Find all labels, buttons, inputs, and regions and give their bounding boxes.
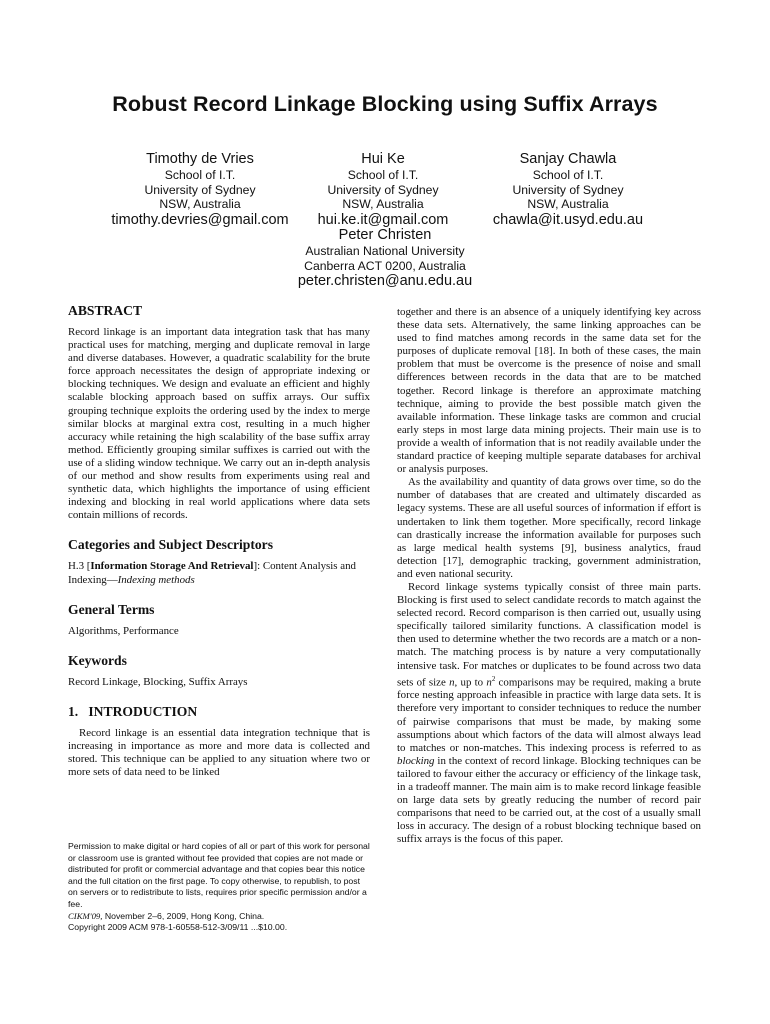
body-paragraph: together and there is an absence of a uniquely identifying key across these data sets. Alternatively, the same linking approaches can be used to find matches among records in the same data set for the purposes of duplicate removal [18]. In both of these cases, the main problem that must be overcome is the presence of noise and small differences between records in the data that are to be matched together. Record linkage is therefore an approximate matching technique, aiming to provide the best possible match given the available information. These linkage tasks are common and crucial early steps in most large data mining projects. Their main use is to provide a wealth of information that is not readily available under the standard practice of keeping multiple separate databases for archival or analysis purposes. bbox=[397, 306, 701, 476]
author-block-1 bbox=[98, 150, 302, 229]
paper-title: Robust Record Linkage Blocking using Suffix Arrays bbox=[112, 92, 658, 116]
permission-notice bbox=[68, 841, 370, 934]
author-email: peter.christen@anu.edu.au bbox=[297, 273, 473, 289]
author-dept: School of I.T. bbox=[164, 168, 236, 182]
left-column bbox=[68, 303, 370, 779]
keywords-heading: Keywords bbox=[68, 652, 127, 668]
general-terms-text: Algorithms, Performance bbox=[68, 624, 179, 637]
right-column bbox=[397, 306, 701, 846]
venue-line: CIKM'09, November 2–6, 2009, Hong Kong, China. bbox=[68, 910, 265, 921]
author-email: hui.ke.it@gmail.com bbox=[317, 211, 449, 228]
permission-text: Permission to make digital or hard copies of all or part of this work for personal or classroom use is granted without fee provided that copies are not made or distributed for profit or commercial advantage and that copies bear this notice and the full citation on the first page. To copy otherwise, to republish, to post on servers or to redistribute to lists, requires prior specific permission and/or a fee. bbox=[68, 841, 370, 909]
author-block-4 bbox=[285, 226, 485, 290]
author-org: University of Sydney bbox=[512, 182, 624, 197]
author-name: Sanjay Chawla bbox=[519, 151, 617, 167]
author-address: Canberra ACT 0200, Australia bbox=[304, 258, 466, 273]
author-name: Peter Christen bbox=[338, 227, 432, 243]
author-address: NSW, Australia bbox=[527, 197, 609, 211]
keywords-text: Record Linkage, Blocking, Suffix Arrays bbox=[68, 675, 248, 688]
author-name: Hui Ke bbox=[361, 151, 405, 167]
abstract-heading: ABSTRACT bbox=[68, 303, 143, 318]
author-address: NSW, Australia bbox=[342, 197, 424, 211]
author-email: chawla@it.usyd.edu.au bbox=[492, 211, 644, 228]
categories-text: H.3 [Information Storage And Retrieval]: Content Analysis and Indexing—Indexing methods bbox=[68, 560, 356, 586]
author-dept: School of I.T. bbox=[347, 168, 419, 182]
general-terms-heading: General Terms bbox=[68, 601, 155, 617]
author-org: University of Sydney bbox=[144, 182, 256, 197]
author-block-3 bbox=[470, 150, 666, 229]
introduction-heading: 1. INTRODUCTION bbox=[68, 703, 198, 719]
body-paragraph: As the availability and quantity of data grows over time, so do the number of databases that are created and ultimately discarded as legacy systems. These are all useful sources of information if effort is undertaken to link them together. More specifically, record linkage can drastically increase the information available for purposes such as large medical health systems [9], business analytics, fraud detection [17], demographic tracking, government administration, and even national security. bbox=[397, 476, 701, 580]
author-email: timothy.devries@gmail.com bbox=[111, 211, 289, 228]
author-org: Australian National University bbox=[305, 244, 465, 258]
author-dept: School of I.T. bbox=[532, 168, 604, 182]
copyright-line: Copyright 2009 ACM 978-1-60558-512-3/09/11 ...$10.00. bbox=[68, 922, 288, 933]
author-address: NSW, Australia bbox=[159, 197, 241, 211]
body-paragraph: Record linkage systems typically consist of three main parts. Blocking is first used to select candidate records to match against the selected record. Record comparison is then carried out, usually using specifically tailored similarity functions. A classification model is then used to determine whether the two records are a match or a non-match. The matching process is by nature a very computationally intensive task. For matches or duplicates to be found across two data sets of size n, up to $n^2$ comparisons may be required, making a brute force nesting approach infeasible in practice with large data sets. It is therefore very important to consider techniques to reduce the number of pairwise comparisons that must be made, by making some assumptions about which factors of the data will almost always lead to matches or non-matches. This indexing process is referred to as blocking in the context of record linkage. Blocking techniques can be tailored to favour either the accuracy or efficiency of the linkage task, in a tradeoff manner. The main aim is to make record linkage feasible on large data sets by greatly reducing the number of record pair comparisons that need to be carried out, at the cost of a usually small loss in accuracy. The design of a robust blocking technique based on suffix arrays is the focus of this paper. bbox=[397, 580, 701, 846]
author-name: Timothy de Vries bbox=[146, 151, 254, 167]
author-block-2 bbox=[298, 150, 468, 229]
introduction-paragraph: Record linkage is an essential data integration technique that is increasing in importance as more and more data is collected and stored. This technique can be applied to any situation where two or more sets of data need to be linked bbox=[68, 726, 370, 779]
author-org: University of Sydney bbox=[327, 182, 439, 197]
abstract-text: Record linkage is an important data integration task that has many practical uses for matching, merging and duplicate removal in large and diverse databases. However, a quadratic scalability for the brute force approach necessitates the design of appropriate indexing or blocking techniques. We design and evaluate an efficient and highly scalable blocking approach based on suffix arrays. Our suffix grouping technique exploits the ordering used by the index to merge similar blocks at marginal extra cost, resulting in a much higher accuracy while retaining the high scalability of the base suffix array method. Efficiently grouping similar suffixes is carried out with the use of a sliding window technique. We carry out an in-depth analysis of our method and show results from experiments using real and synthetic data, which highlights the importance of using efficient indexing and blocking in real world applications where data sets contain millions of records. bbox=[68, 326, 370, 522]
categories-heading: Categories and Subject Descriptors bbox=[68, 537, 274, 553]
